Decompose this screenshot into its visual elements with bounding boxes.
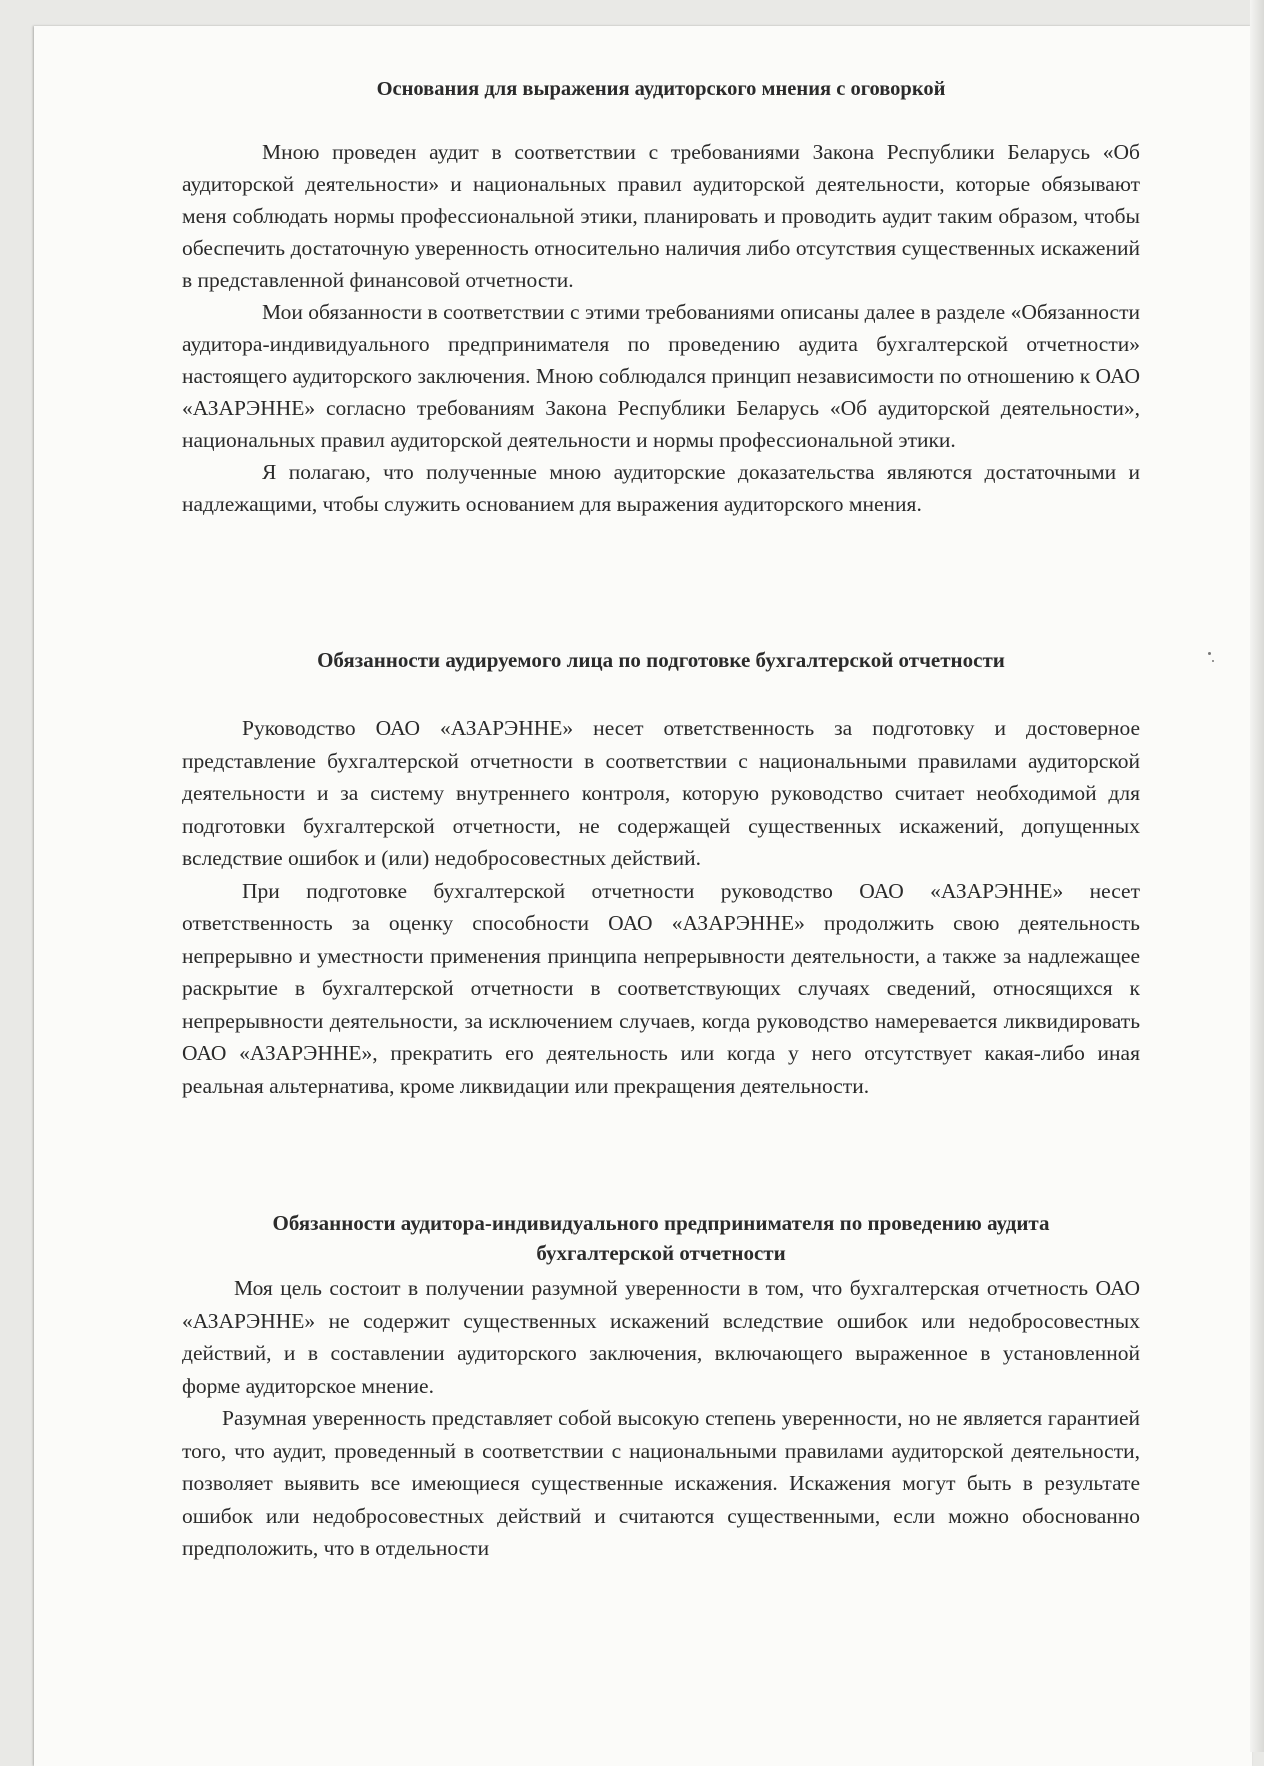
- paragraph: При подготовке бухгалтерской отчетности руководство ОАО «АЗАРЭННЕ» несет ответственность за оценку способности ОАО «АЗАРЭННЕ» продолжить свою деятельность непрерывно и уместности применения принципа непрерывности деятельности, а также за надлежащее раскрытие в бухгалтерской отчетности в соответствующих случаях сведений, относящихся к непрерывности деятельности, за исключением случаев, когда руководство намеревается ликвидировать ОАО «АЗАРЭННЕ», прекратить его деятельность или когда у него отсутствует какая-либо иная реальная альтернатива, кроме ликвидации или прекращения деятельности.: [182, 878, 1140, 1098]
- heading-line: Обязанности аудитора-индивидуального предпринимателя по проведению аудита: [272, 1211, 1050, 1235]
- paragraph: Разумная уверенность представляет собой высокую степень уверенности, но не является гарантией того, что аудит, проведенный в соответствии с национальными правилами аудиторской деятельности, позволяет выявить все имеющиеся существенные искажения. Искажения могут быть в результате ошибок или недобросовестных действий и считаются существенными, если можно обоснованно предположить, что в отдельности: [182, 1406, 1140, 1560]
- scan-speck: [1208, 652, 1211, 655]
- section-body-auditor-responsibilities: [182, 1272, 1140, 1565]
- page-edge-shadow: [1250, 0, 1264, 1752]
- paragraph: Мною проведен аудит в соответствии с требованиями Закона Республики Беларусь «Об аудиторской деятельности» и национальных правил аудиторской деятельности, которые обязывают меня соблюдать нормы профессиональной этики, планировать и проводить аудит таким образом, чтобы обеспечить достаточную уверенность относительно наличия либо отсутствия существенных искажений в представленной финансовой отчетности.: [182, 140, 1140, 292]
- paragraph: Руководство ОАО «АЗАРЭННЕ» несет ответственность за подготовку и достоверное представление бухгалтерской отчетности в соответствии с национальными правилами аудиторской деятельности и за систему внутреннего контроля, которую руководство считает необходимой для подготовки бухгалтерской отчетности, не содержащей существенных искажений, допущенных вследствие ошибок и (или) недобросовестных действий.: [182, 716, 1140, 870]
- section-heading-auditor-responsibilities: [182, 1208, 1140, 1268]
- paragraph: Я полагаю, что полученные мною аудиторские доказательства являются достаточными и надлежащими, чтобы служить основанием для выражения аудиторского мнения.: [182, 460, 1140, 516]
- scan-speck: [1212, 660, 1214, 662]
- section-heading-management-responsibilities: Обязанности аудируемого лица по подготовке бухгалтерской отчетности: [317, 648, 1005, 672]
- section-body-management-responsibilities: [182, 712, 1140, 1102]
- heading-line: бухгалтерской отчетности: [536, 1241, 786, 1265]
- section-heading-qualified-opinion-basis: Основания для выражения аудиторского мнения с оговоркой: [376, 78, 946, 100]
- paragraph: Мои обязанности в соответствии с этими требованиями описаны далее в разделе «Обязанности аудитора-индивидуального предпринимателя по проведению аудита бухгалтерской отчетности» настоящего аудиторского заключения. Мною соблюдался принцип независимости по отношению к ОАО «АЗАРЭННЕ» согласно требованиям Закона Республики Беларусь «Об аудиторской деятельности», национальных правил аудиторской деятельности и нормы профессиональной этики.: [182, 300, 1140, 452]
- paragraph: Моя цель состоит в получении разумной уверенности в том, что бухгалтерская отчетность ОАО «АЗАРЭННЕ» не содержит существенных искажений вследствие ошибок или недобросовестных действий, и в составлении аудиторского заключения, включающего выраженное в установленной форме аудиторское мнение.: [182, 1276, 1140, 1398]
- section-body-qualified-opinion-basis: [182, 136, 1140, 520]
